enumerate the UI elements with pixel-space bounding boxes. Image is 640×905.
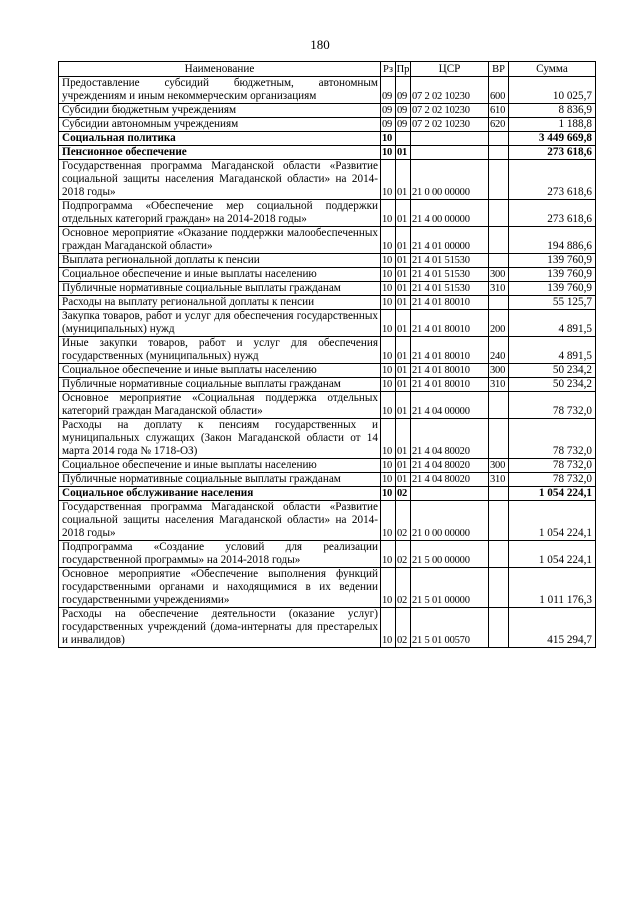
row-rz: 10 (381, 337, 396, 364)
row-rz: 10 (381, 310, 396, 337)
row-csr: 21 4 01 80010 (411, 337, 489, 364)
row-sum: 10 025,7 (509, 77, 596, 104)
row-vr (489, 419, 509, 459)
row-sum: 1 054 224,1 (509, 487, 596, 501)
row-csr: 21 4 01 00000 (411, 227, 489, 254)
table-row (59, 568, 596, 608)
table-body (59, 77, 596, 648)
header-pr: Пр (396, 63, 410, 75)
table-row (59, 200, 596, 227)
row-rz: 10 (381, 200, 396, 227)
row-pr: 01 (396, 337, 411, 364)
row-pr: 02 (396, 541, 411, 568)
row-name: Расходы на выплату региональной доплаты к пенсии (59, 296, 381, 310)
row-name: Основное мероприятие «Обеспечение выполнения функций государственными органами и находящимися в их ведении государственными учреждениями» (59, 568, 381, 608)
row-csr: 07 2 02 10230 (411, 104, 489, 118)
row-rz: 10 (381, 568, 396, 608)
row-csr: 07 2 02 10230 (411, 77, 489, 104)
row-rz: 10 (381, 473, 396, 487)
table-row (59, 118, 596, 132)
row-name: Субсидии бюджетным учреждениям (59, 104, 381, 118)
row-rz: 10 (381, 227, 396, 254)
row-sum: 50 234,2 (509, 364, 596, 378)
row-vr: 310 (489, 378, 509, 392)
row-sum: 78 732,0 (509, 419, 596, 459)
budget-table (58, 61, 596, 648)
row-pr: 01 (396, 459, 411, 473)
row-name: Социальная политика (59, 132, 381, 146)
table-row (59, 146, 596, 160)
header-name: Наименование (59, 62, 381, 77)
row-vr: 310 (489, 473, 509, 487)
table-row (59, 392, 596, 419)
row-sum: 1 054 224,1 (509, 541, 596, 568)
row-csr (411, 132, 489, 146)
header-csr: ЦСР (411, 62, 489, 77)
row-csr: 21 4 04 80020 (411, 459, 489, 473)
row-name: Социальное обеспечение и иные выплаты населению (59, 268, 381, 282)
row-pr (396, 132, 411, 146)
table-row (59, 77, 596, 104)
row-pr: 02 (396, 608, 411, 648)
table-row (59, 282, 596, 296)
row-vr (489, 132, 509, 146)
row-rz: 10 (381, 268, 396, 282)
row-name: Пенсионное обеспечение (59, 146, 381, 160)
row-vr (489, 392, 509, 419)
row-sum: 1 054 224,1 (509, 501, 596, 541)
row-sum: 273 618,6 (509, 146, 596, 160)
row-pr: 02 (396, 487, 411, 501)
row-csr: 21 4 04 80020 (411, 473, 489, 487)
row-sum: 415 294,7 (509, 608, 596, 648)
row-rz: 10 (381, 282, 396, 296)
row-pr: 02 (396, 501, 411, 541)
row-name: Публичные нормативные социальные выплаты гражданам (59, 282, 381, 296)
row-csr: 21 5 00 00000 (411, 541, 489, 568)
row-name: Государственная программа Магаданской области «Развитие социальной защиты населения Магаданской области» на 2014-2018 годы» (59, 501, 381, 541)
row-csr: 21 4 01 80010 (411, 378, 489, 392)
row-rz: 10 (381, 419, 396, 459)
row-csr: 21 5 01 00570 (411, 608, 489, 648)
row-csr: 07 2 02 10230 (411, 118, 489, 132)
header-vr: ВР (489, 62, 509, 77)
table-row (59, 541, 596, 568)
row-vr: 300 (489, 364, 509, 378)
table-row (59, 459, 596, 473)
row-vr: 310 (489, 282, 509, 296)
row-pr: 01 (396, 146, 411, 160)
row-csr: 21 0 00 00000 (411, 501, 489, 541)
row-rz: 10 (381, 608, 396, 648)
row-sum: 1 011 176,3 (509, 568, 596, 608)
row-name: Государственная программа Магаданской области «Развитие социальной защиты населения Магаданской области» на 2014-2018 годы» (59, 160, 381, 200)
table-row (59, 132, 596, 146)
row-rz: 09 (381, 118, 396, 132)
row-sum: 78 732,0 (509, 473, 596, 487)
row-name: Иные закупки товаров, работ и услуг для обеспечения государственных (муниципальных) нужд (59, 337, 381, 364)
table-row (59, 337, 596, 364)
row-pr: 01 (396, 364, 411, 378)
row-csr: 21 4 01 51530 (411, 282, 489, 296)
row-csr: 21 4 01 80010 (411, 364, 489, 378)
row-pr: 09 (396, 104, 411, 118)
row-pr: 01 (396, 227, 411, 254)
row-name: Социальное обеспечение и иные выплаты населению (59, 459, 381, 473)
table-row (59, 419, 596, 459)
row-csr (411, 487, 489, 501)
row-sum: 3 449 669,8 (509, 132, 596, 146)
header-sum: Сумма (509, 62, 596, 77)
row-name: Социальное обеспечение и иные выплаты населению (59, 364, 381, 378)
row-sum: 273 618,6 (509, 160, 596, 200)
row-rz: 10 (381, 487, 396, 501)
row-sum: 55 125,7 (509, 296, 596, 310)
table-row (59, 378, 596, 392)
row-name: Основное мероприятие «Оказание поддержки малообеспеченных граждан Магаданской области» (59, 227, 381, 254)
row-name: Выплата региональной доплаты к пенсии (59, 254, 381, 268)
row-rz: 10 (381, 296, 396, 310)
page-number: 180 (310, 37, 330, 52)
row-pr: 01 (396, 282, 411, 296)
row-rz: 10 (381, 378, 396, 392)
row-rz: 10 (381, 501, 396, 541)
row-csr: 21 4 01 80010 (411, 296, 489, 310)
row-vr (489, 227, 509, 254)
row-rz: 09 (381, 77, 396, 104)
row-name: Основное мероприятие «Социальная поддержка отдельных категорий граждан Магаданской области» (59, 392, 381, 419)
table-row (59, 364, 596, 378)
row-rz: 10 (381, 132, 396, 146)
row-rz: 10 (381, 392, 396, 419)
row-csr: 21 4 01 51530 (411, 254, 489, 268)
row-vr: 200 (489, 310, 509, 337)
table-row (59, 608, 596, 648)
row-pr: 01 (396, 268, 411, 282)
row-sum: 78 732,0 (509, 459, 596, 473)
row-pr: 01 (396, 473, 411, 487)
row-pr: 01 (396, 419, 411, 459)
row-pr: 01 (396, 200, 411, 227)
row-vr: 620 (489, 118, 509, 132)
table-row (59, 310, 596, 337)
row-vr (489, 200, 509, 227)
row-name: Подпрограмма «Создание условий для реализации государственной программы» на 2014-2018 годы» (59, 541, 381, 568)
table-row (59, 296, 596, 310)
row-csr: 21 4 04 00000 (411, 392, 489, 419)
row-sum: 139 760,9 (509, 282, 596, 296)
row-vr (489, 146, 509, 160)
row-sum: 1 188,8 (509, 118, 596, 132)
table-row (59, 501, 596, 541)
row-csr: 21 4 01 80010 (411, 310, 489, 337)
row-sum: 78 732,0 (509, 392, 596, 419)
row-csr: 21 0 00 00000 (411, 160, 489, 200)
row-sum: 4 891,5 (509, 310, 596, 337)
row-pr: 01 (396, 296, 411, 310)
row-name: Закупка товаров, работ и услуг для обеспечения государственных (муниципальных) нужд (59, 310, 381, 337)
row-name: Расходы на обеспечение деятельности (оказание услуг) государственных учреждений (дома-интернаты для престарелых и инвалидов) (59, 608, 381, 648)
table-row (59, 160, 596, 200)
row-rz: 10 (381, 160, 396, 200)
row-sum: 139 760,9 (509, 268, 596, 282)
row-csr: 21 4 00 00000 (411, 200, 489, 227)
row-pr: 01 (396, 378, 411, 392)
row-sum: 50 234,2 (509, 378, 596, 392)
row-name: Предоставление субсидий бюджетным, автономным учреждениям и иным некоммерческим организациям (59, 77, 381, 104)
row-csr: 21 5 01 00000 (411, 568, 489, 608)
row-vr (489, 160, 509, 200)
row-rz: 10 (381, 364, 396, 378)
row-vr (489, 487, 509, 501)
row-csr (411, 146, 489, 160)
row-name: Публичные нормативные социальные выплаты гражданам (59, 378, 381, 392)
table-header-row (59, 62, 596, 77)
table-row (59, 227, 596, 254)
row-vr: 600 (489, 77, 509, 104)
row-rz: 10 (381, 254, 396, 268)
row-pr: 01 (396, 254, 411, 268)
row-vr (489, 296, 509, 310)
row-name: Расходы на доплату к пенсиям государственных и муниципальных служащих (Закон Магаданской области от 14 марта 2014 года № 1718-ОЗ) (59, 419, 381, 459)
row-rz: 10 (381, 459, 396, 473)
row-pr: 09 (396, 77, 411, 104)
row-vr: 610 (489, 104, 509, 118)
row-vr: 300 (489, 459, 509, 473)
row-name: Подпрограмма «Обеспечение мер социальной поддержки отдельных категорий граждан» на 2014-2018 годы» (59, 200, 381, 227)
table-row (59, 268, 596, 282)
row-pr: 09 (396, 118, 411, 132)
row-rz: 10 (381, 146, 396, 160)
row-sum: 273 618,6 (509, 200, 596, 227)
row-pr: 01 (396, 310, 411, 337)
row-name: Социальное обслуживание населения (59, 487, 381, 501)
row-rz: 10 (381, 541, 396, 568)
row-vr: 240 (489, 337, 509, 364)
row-sum: 194 886,6 (509, 227, 596, 254)
table-row (59, 254, 596, 268)
row-vr (489, 254, 509, 268)
row-vr (489, 501, 509, 541)
row-rz: 09 (381, 104, 396, 118)
row-vr: 300 (489, 268, 509, 282)
row-csr: 21 4 04 80020 (411, 419, 489, 459)
row-pr: 01 (396, 392, 411, 419)
row-sum: 8 836,9 (509, 104, 596, 118)
table-row (59, 473, 596, 487)
row-vr (489, 541, 509, 568)
row-pr: 02 (396, 568, 411, 608)
row-sum: 4 891,5 (509, 337, 596, 364)
row-csr: 21 4 01 51530 (411, 268, 489, 282)
header-rz: Рз (381, 62, 396, 77)
table-row (59, 104, 596, 118)
row-sum: 139 760,9 (509, 254, 596, 268)
row-vr (489, 568, 509, 608)
row-name: Субсидии автономным учреждениям (59, 118, 381, 132)
row-name: Публичные нормативные социальные выплаты гражданам (59, 473, 381, 487)
row-vr (489, 608, 509, 648)
row-pr: 01 (396, 160, 411, 200)
table-row (59, 487, 596, 501)
